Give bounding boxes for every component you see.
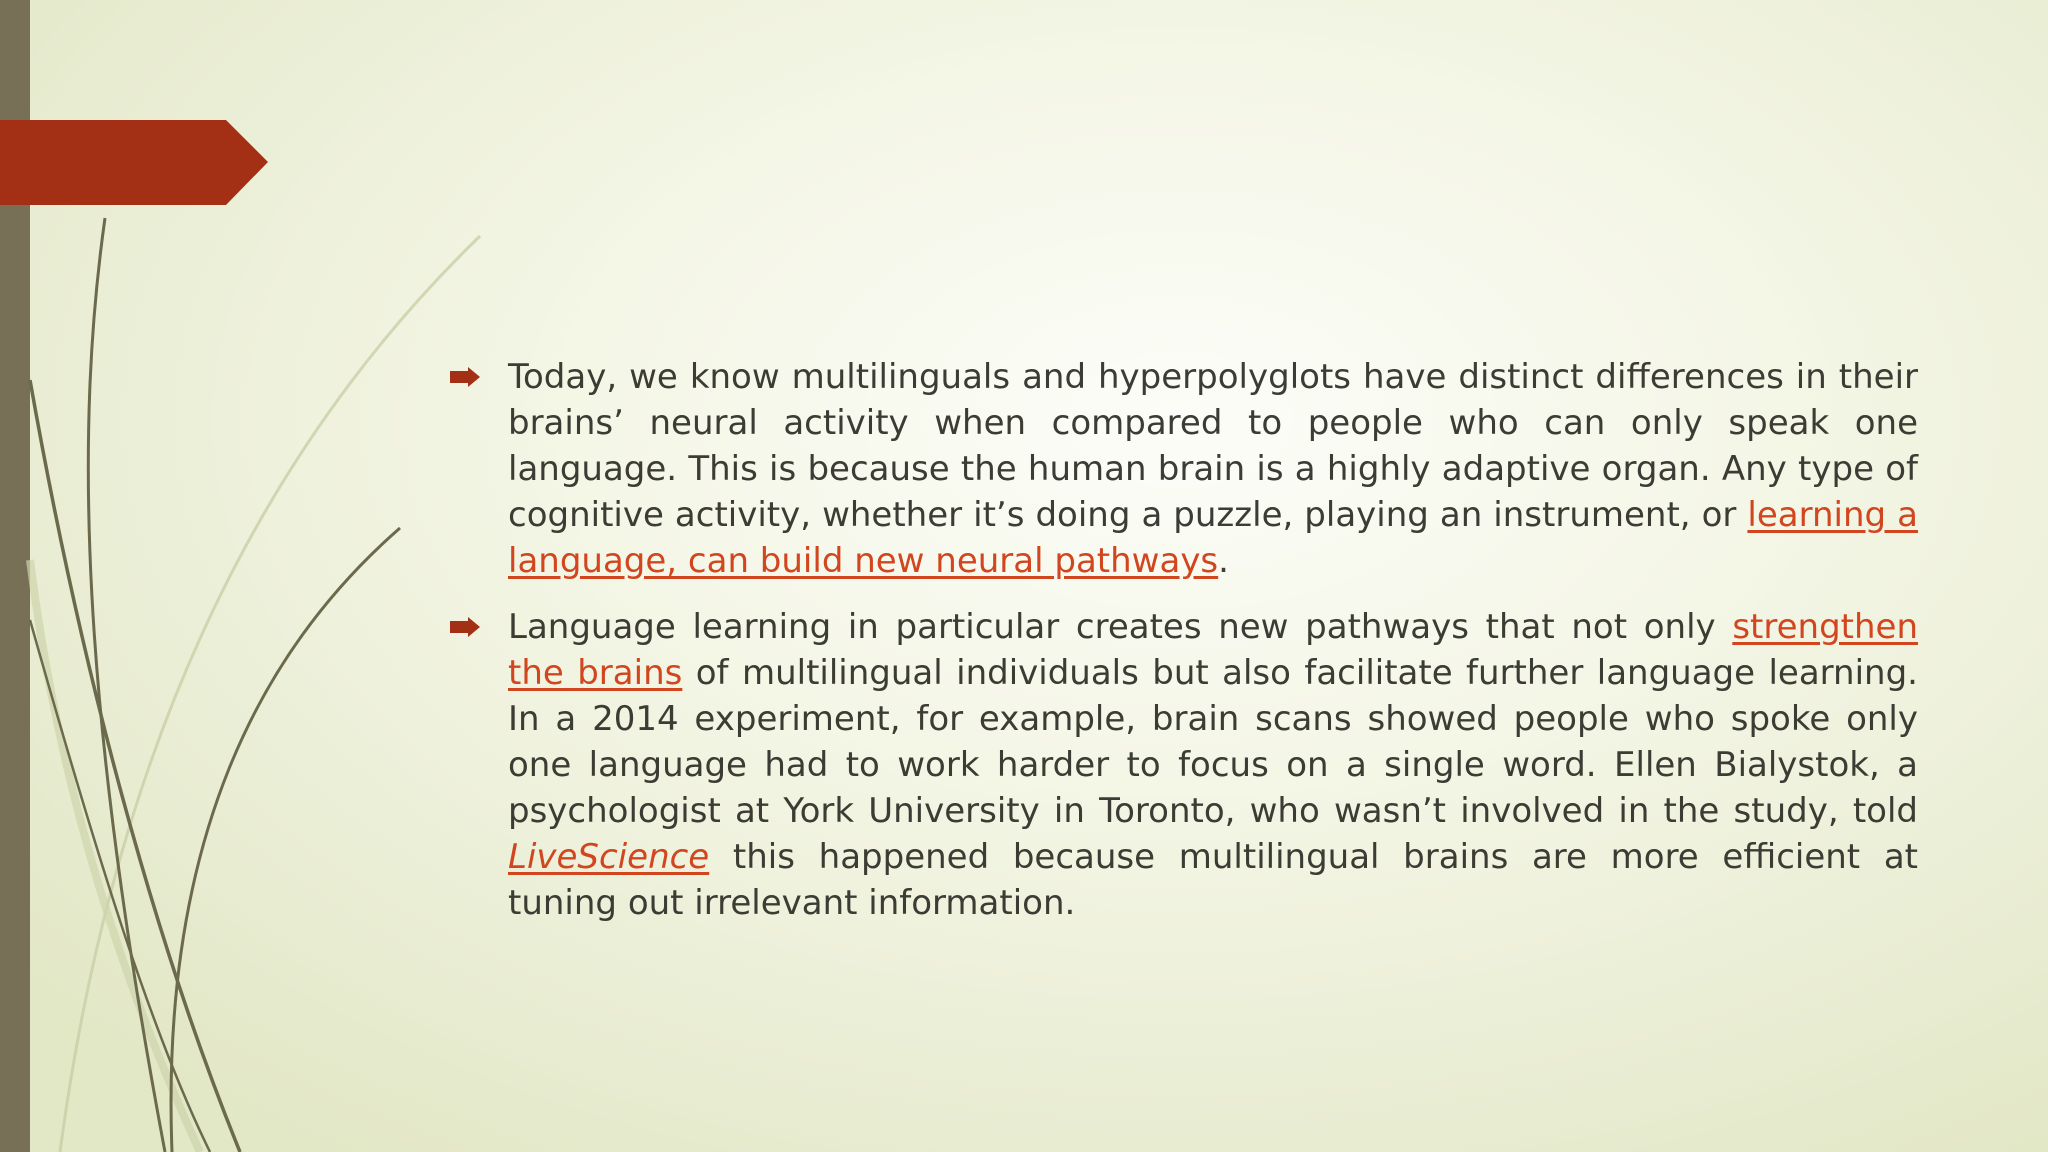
curve-thin-light — [60, 236, 480, 1152]
slide-content — [450, 354, 1918, 946]
curve-light-wide — [30, 560, 200, 1152]
curve-upper — [88, 218, 165, 1152]
strengthen-brains-link[interactable]: strengthen the brains — [508, 607, 1918, 693]
curve-long — [30, 380, 240, 1152]
bullet-1-text-after: . — [1218, 541, 1229, 581]
bullet-1-text-before: Today, we know multilinguals and hyperpolyglots have distinct differences in their brains’ neural activity when compared to people who can only speak one language. This is because the human brain is a highly adaptive organ. Any type of cognitive activity, whether it’s doing a puzzle, playing an instrument, or — [508, 357, 1918, 535]
bullet-item-2 — [450, 604, 1918, 926]
title-flag-shape — [0, 120, 268, 205]
bullet-2-text-middle: of multilingual individuals but also facilitate further language learning. In a 2014 experiment, for example, brain scans showed people who spoke only one language had to work harder to focus on a single word. Ellen Bialystok, a psychologist at York University in Toronto, who wasn’t involved in the study, told — [508, 653, 1918, 831]
learning-language-link[interactable]: learning a language, can build new neural pathways — [508, 495, 1918, 581]
title-flag-fill — [0, 120, 268, 205]
bullet-2-text-before: Language learning in particular creates new pathways that not only — [508, 607, 1733, 647]
arrow-bullet-icon — [450, 617, 480, 637]
arrow-bullet-icon — [450, 367, 480, 387]
bullet-2-text-after: this happened because multilingual brains are more efficient at tuning out irrelevant information. — [508, 837, 1918, 923]
bullet-item-1 — [450, 354, 1918, 584]
livescience-link[interactable]: LiveScience — [508, 837, 710, 877]
